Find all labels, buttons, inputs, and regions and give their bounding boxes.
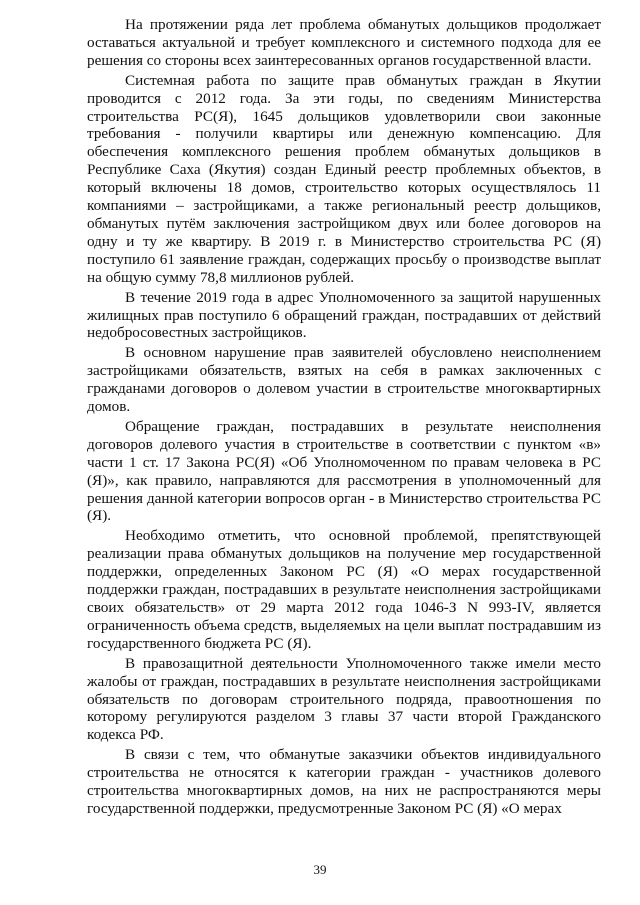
paragraph-defrauded-shareholders-problem: На протяжении ряда лет проблема обманутых дольщиков продолжает оставаться актуальной и требует комплексного и системного подхода для ее решения со стороны всех заинтересованных органов государственной власти. [87,16,601,69]
paragraph-budget-limitation: Необходимо отметить, что основной проблемой, препятствующей реализации права обманутых дольщиков на получение мер государственной поддержки, определенных Законом РС (Я) «О мерах государственной поддержки граждан, пострадавших в результате неисполнения застройщиками своих обязательств» от 29 марта 2012 года 1046-З N 993-IV, является ограниченность объема средств, выделяемых на цели выплат пострадавшим из государственного бюджета РС (Я). [87,527,601,652]
paragraph-citizen-appeals-routing: Обращение граждан, пострадавших в результате неисполнения договоров долевого участия в строительстве в соответствии с пунктом «в» части 1 ст. 17 Закона РС(Я) «Об Уполномоченном по правам человека в РС (Я)», как правило, направляются для рассмотрения в уполномоченный для решения данной категории вопросов орган - в Министерство строительства РС (Я). [87,417,601,525]
paragraph-systematic-work-since-2012: Системная работа по защите прав обманутых граждан в Якутии проводится с 2012 года. За эти годы, по сведениям Министерства строительства РС(Я), 1645 дольщиков удовлетворили свои законные требования - получили квартиры или денежную компенсацию. Для обеспечения комплексного решения проблем обманутых дольщиков в Республике Саха (Якутия) создан Единый реестр проблемных объектов, в который включены 18 домов, строительство которых осуществлялось 11 компаниями – застройщиками, а также региональный реестр дольщиков, обманутых путём заключения застройщиком двух или более договоров на одну и ту же квартиру. В 2019 г. в Министерство строительства РС (Я) поступило 61 заявление граждан, содержащих просьбу о производстве выплат на общую сумму 78,8 миллионов рублей. [87,71,601,286]
paragraph-main-violation: В основном нарушение прав заявителей обусловлено неисполнением застройщиками обязательств, взятых на себя в рамках заключенных с гражданами договоров о долевом участии в строительстве многоквартирных домов. [87,344,601,416]
paragraph-construction-contract-complaints: В правозащитной деятельности Уполномоченного также имели место жалобы от граждан, пострадавших в результате неисполнения застройщиками обязательств по договорам строительного подряда, правоотношения по которому регулируются разделом 3 главы 37 части второй Гражданского кодекса РФ. [87,654,601,744]
page-number: 39 [313,862,327,877]
paragraph-individual-construction: В связи с тем, что обманутые заказчики объектов индивидуального строительства не относятся к категории граждан - участников долевого строительства многоквартирных домов, на них не распространяются меры государственной поддержки, предусмотренные Законом РС (Я) «О мерах [87,746,601,817]
paragraph-appeals-2019: В течение 2019 года в адрес Уполномоченного за защитой нарушенных жилищных прав поступило 6 обращений граждан, пострадавших от действий недобросовестных застройщиков. [87,288,601,342]
document-body [87,16,601,820]
